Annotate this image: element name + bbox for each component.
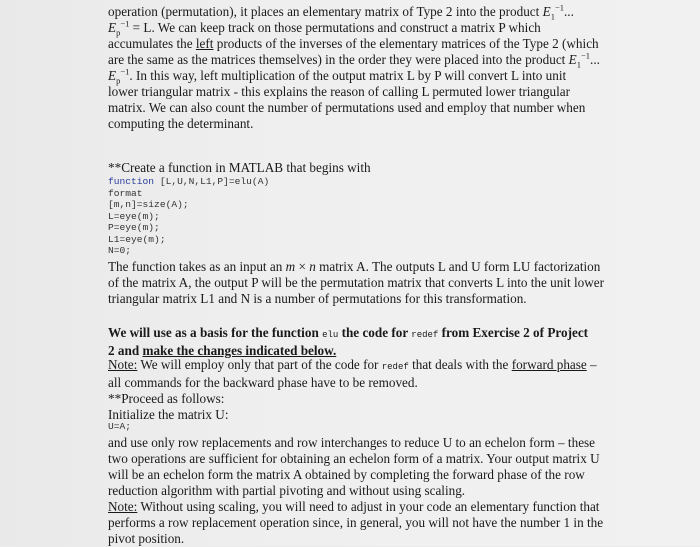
text-line: We will use as a basis for the function elu the code for redef from Exercise 2 of Project	[108, 325, 589, 340]
code-line: N=0;	[108, 245, 132, 256]
text-line: pivot position.	[108, 531, 185, 546]
code-block	[108, 176, 678, 257]
reduction-paragraph	[108, 435, 678, 547]
text-line: Initialize the matrix U:	[108, 407, 229, 422]
code-line: U=A;	[108, 421, 132, 432]
text-line: are the same as the matrices themselves) in the order they were placed into the product $E_1^{-1}$...	[108, 50, 600, 70]
text-line: all commands for the backward phase have to be removed.	[108, 375, 418, 390]
text-line: lower triangular matrix - this explains the reason of calling L permuted lower triangular	[108, 84, 571, 99]
text-line: $E_p^{-1} = L$. We can keep track on those permutations and construct a matrix P which	[108, 18, 541, 38]
text-line: triangular matrix L1 and N is a number of permutations for this transformation.	[108, 291, 527, 306]
text-line: accumulates the left products of the inverses of the elementary matrices of the Type 2 (which	[108, 36, 599, 51]
text-line: 2 and make the changes indicated below.	[108, 343, 337, 358]
text-line: Note: Without using scaling, you will need to adjust in your code an elementary function that	[108, 499, 600, 514]
function-description	[108, 259, 678, 307]
text-line: two operations are sufficient for obtaining an echelon form of a matrix. Your output matrix U	[108, 451, 600, 466]
text-line: The function takes as an input an m × n matrix A. The outputs L and U form LU factorization	[108, 259, 601, 274]
code-line: format	[108, 187, 143, 199]
text-line: matrix. We can also count the number of permutations used and employ that number when	[108, 100, 586, 115]
text-line: Note: We will employ only that part of the code for redef that deals with the forward phase –	[108, 357, 597, 372]
code-line: P=eye(m);	[108, 222, 160, 233]
text-line: of the matrix A, the output P will be the permutation matrix that converts L into the unit lower	[108, 275, 605, 290]
text-line: operation (permutation), it places an elementary matrix of Type 2 into the product $E_1^{-1}$...	[108, 2, 574, 22]
text-line: performs a row replacement operation since, in general, you will not have the number 1 in the	[108, 515, 604, 530]
code-line: L1=eye(m);	[108, 233, 166, 245]
intro-paragraph	[108, 4, 678, 132]
text-line: and use only row replacements and row interchanges to reduce U to an echelon form – these	[108, 435, 596, 450]
code-line: [m,n]=size(A);	[108, 199, 189, 210]
basis-heading	[108, 325, 678, 359]
text-line: computing the determinant.	[108, 116, 254, 131]
text-line: will be an echelon form the matrix A obtained by completing the forward phase of the row	[108, 467, 585, 482]
text-line: **Create a function in MATLAB that begins with	[108, 160, 371, 175]
code-line-u	[108, 421, 678, 433]
matlab-instruction	[108, 160, 678, 176]
text-line: reduction algorithm with partial pivoting and without using scaling.	[108, 483, 466, 498]
note-paragraph	[108, 357, 678, 423]
text-line: **Proceed as follows:	[108, 391, 225, 406]
code-line: function [L,U,N,L1,P]=elu(A)	[108, 176, 270, 187]
code-line: L=eye(m);	[108, 210, 160, 222]
text-line: $E_p^{-1}$. In this way, left multiplication of the output matrix L by P will convert L into unit	[108, 66, 567, 86]
